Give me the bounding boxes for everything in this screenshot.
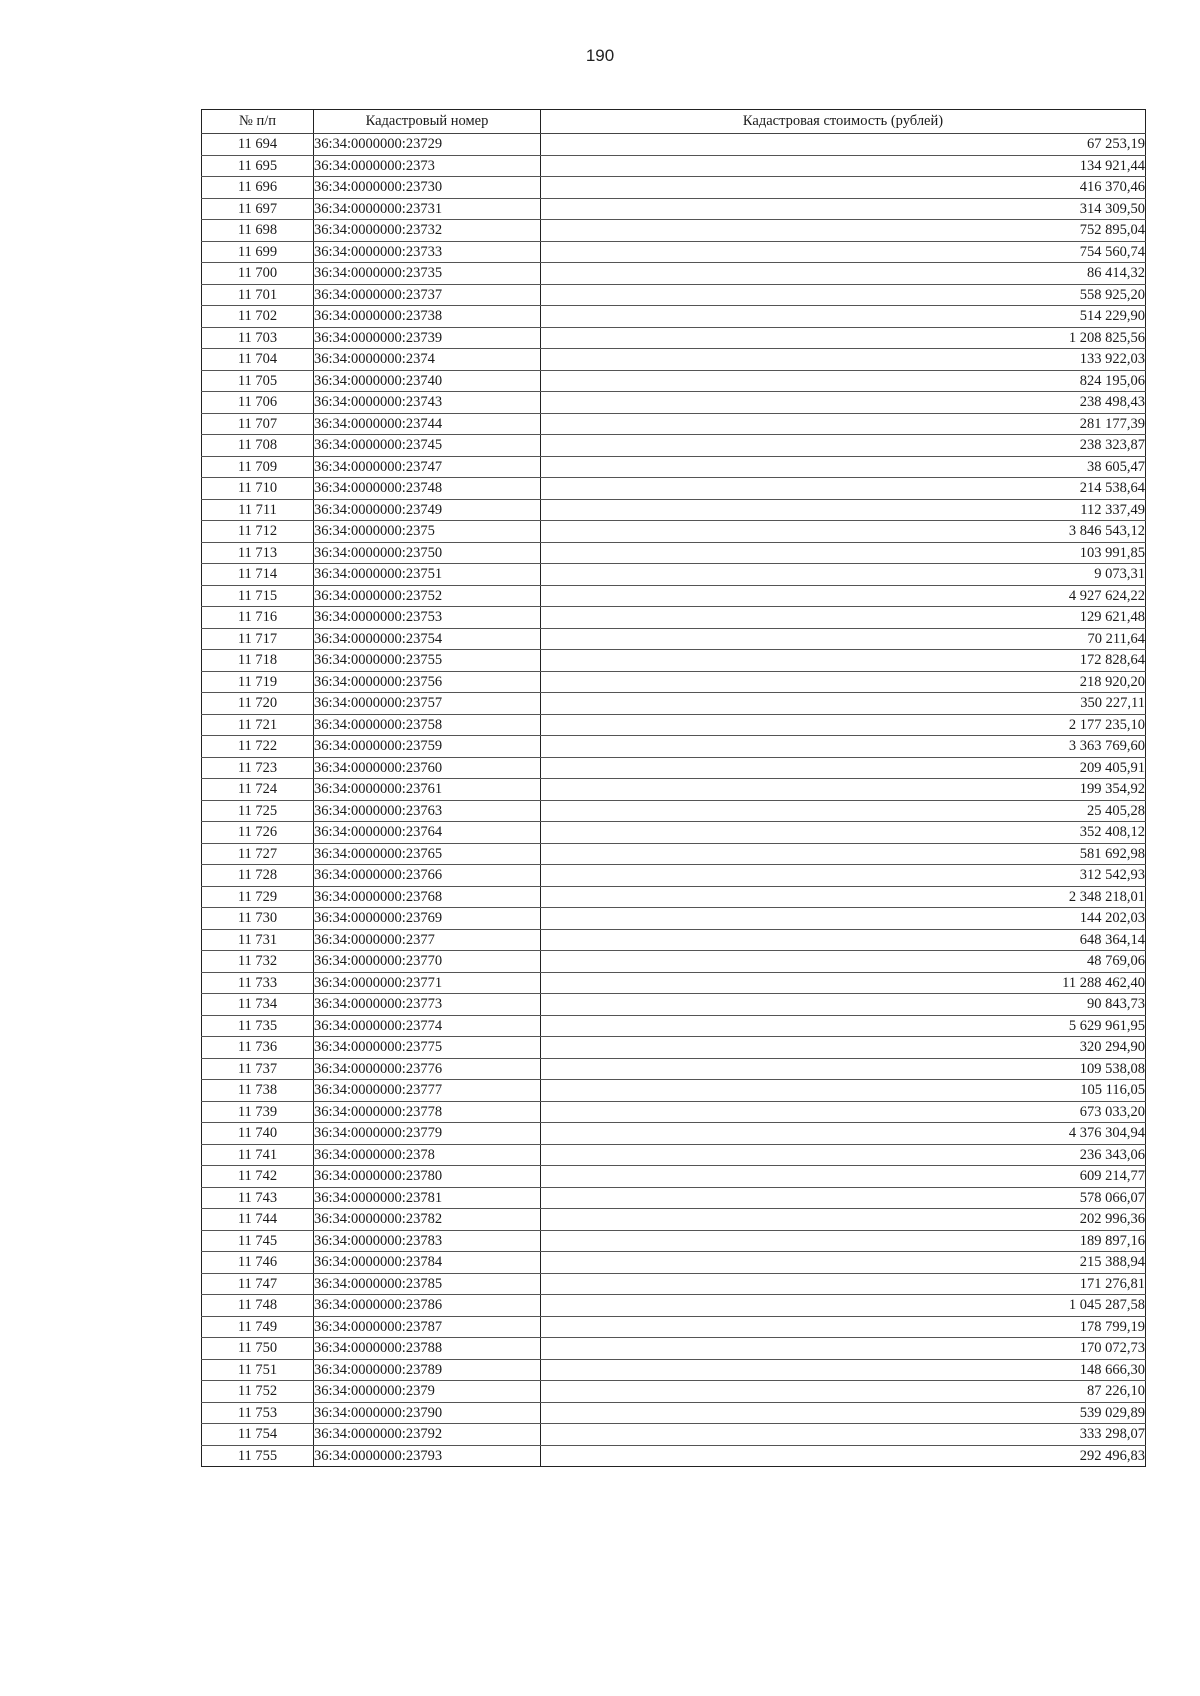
cadastral-value-cell: 5 629 961,95 bbox=[541, 1015, 1146, 1037]
cadastral-value-cell: 609 214,77 bbox=[541, 1166, 1146, 1188]
cadastral-number-cell: 36:34:0000000:23773 bbox=[314, 994, 541, 1016]
table-row bbox=[202, 1123, 1146, 1145]
cadastral-number-cell: 36:34:0000000:23760 bbox=[314, 757, 541, 779]
cadastral-number-cell: 36:34:0000000:23787 bbox=[314, 1316, 541, 1338]
row-number-cell: 11 724 bbox=[202, 779, 314, 801]
row-number-cell: 11 700 bbox=[202, 263, 314, 285]
cadastral-value-cell: 105 116,05 bbox=[541, 1080, 1146, 1102]
cadastral-number-cell: 36:34:0000000:23756 bbox=[314, 671, 541, 693]
cadastral-number-cell: 36:34:0000000:23780 bbox=[314, 1166, 541, 1188]
cadastral-number-cell: 36:34:0000000:23752 bbox=[314, 585, 541, 607]
table-row bbox=[202, 607, 1146, 629]
cadastral-number-cell: 36:34:0000000:23764 bbox=[314, 822, 541, 844]
cadastral-value-cell: 109 538,08 bbox=[541, 1058, 1146, 1080]
row-number-cell: 11 755 bbox=[202, 1445, 314, 1467]
row-number-cell: 11 753 bbox=[202, 1402, 314, 1424]
row-number-cell: 11 742 bbox=[202, 1166, 314, 1188]
table-row bbox=[202, 757, 1146, 779]
cadastral-value-cell: 350 227,11 bbox=[541, 693, 1146, 715]
cadastral-number-cell: 36:34:0000000:23788 bbox=[314, 1338, 541, 1360]
row-number-cell: 11 720 bbox=[202, 693, 314, 715]
table-row bbox=[202, 865, 1146, 887]
cadastral-number-cell: 36:34:0000000:23750 bbox=[314, 542, 541, 564]
row-number-cell: 11 746 bbox=[202, 1252, 314, 1274]
table-row bbox=[202, 1144, 1146, 1166]
row-number-cell: 11 728 bbox=[202, 865, 314, 887]
row-number-cell: 11 741 bbox=[202, 1144, 314, 1166]
column-header-cadastral-number: Кадастровый номер bbox=[314, 110, 541, 134]
row-number-cell: 11 710 bbox=[202, 478, 314, 500]
table-row bbox=[202, 1445, 1146, 1467]
row-number-cell: 11 722 bbox=[202, 736, 314, 758]
cadastral-value-cell: 209 405,91 bbox=[541, 757, 1146, 779]
cadastral-value-cell: 539 029,89 bbox=[541, 1402, 1146, 1424]
row-number-cell: 11 751 bbox=[202, 1359, 314, 1381]
table-row bbox=[202, 349, 1146, 371]
cadastral-value-cell: 1 045 287,58 bbox=[541, 1295, 1146, 1317]
cadastral-number-cell: 36:34:0000000:23774 bbox=[314, 1015, 541, 1037]
cadastral-value-cell: 25 405,28 bbox=[541, 800, 1146, 822]
table-row bbox=[202, 564, 1146, 586]
cadastral-number-cell: 36:34:0000000:23779 bbox=[314, 1123, 541, 1145]
cadastral-number-cell: 36:34:0000000:23771 bbox=[314, 972, 541, 994]
cadastral-number-cell: 36:34:0000000:23731 bbox=[314, 198, 541, 220]
table-row bbox=[202, 1316, 1146, 1338]
table-row bbox=[202, 1230, 1146, 1252]
cadastral-number-cell: 36:34:0000000:23753 bbox=[314, 607, 541, 629]
table-row bbox=[202, 650, 1146, 672]
row-number-cell: 11 713 bbox=[202, 542, 314, 564]
row-number-cell: 11 732 bbox=[202, 951, 314, 973]
row-number-cell: 11 744 bbox=[202, 1209, 314, 1231]
table-row bbox=[202, 779, 1146, 801]
cadastral-value-cell: 70 211,64 bbox=[541, 628, 1146, 650]
table-row bbox=[202, 671, 1146, 693]
table-row bbox=[202, 306, 1146, 328]
cadastral-value-cell: 2 348 218,01 bbox=[541, 886, 1146, 908]
row-number-cell: 11 738 bbox=[202, 1080, 314, 1102]
column-header-cadastral-value: Кадастровая стоимость (рублей) bbox=[541, 110, 1146, 134]
cadastral-value-cell: 292 496,83 bbox=[541, 1445, 1146, 1467]
cadastral-value-cell: 824 195,06 bbox=[541, 370, 1146, 392]
table-row bbox=[202, 1209, 1146, 1231]
cadastral-number-cell: 36:34:0000000:23759 bbox=[314, 736, 541, 758]
cadastral-value-cell: 86 414,32 bbox=[541, 263, 1146, 285]
table-row bbox=[202, 284, 1146, 306]
table-row bbox=[202, 929, 1146, 951]
row-number-cell: 11 739 bbox=[202, 1101, 314, 1123]
row-number-cell: 11 712 bbox=[202, 521, 314, 543]
cadastral-value-cell: 558 925,20 bbox=[541, 284, 1146, 306]
cadastral-number-cell: 36:34:0000000:23765 bbox=[314, 843, 541, 865]
cadastral-value-cell: 133 922,03 bbox=[541, 349, 1146, 371]
cadastral-number-cell: 36:34:0000000:23761 bbox=[314, 779, 541, 801]
cadastral-value-cell: 3 846 543,12 bbox=[541, 521, 1146, 543]
cadastral-number-cell: 36:34:0000000:23793 bbox=[314, 1445, 541, 1467]
table-row bbox=[202, 951, 1146, 973]
cadastral-value-cell: 178 799,19 bbox=[541, 1316, 1146, 1338]
table-row bbox=[202, 1252, 1146, 1274]
cadastral-number-cell: 36:34:0000000:2377 bbox=[314, 929, 541, 951]
cadastral-number-cell: 36:34:0000000:23733 bbox=[314, 241, 541, 263]
cadastral-value-cell: 236 343,06 bbox=[541, 1144, 1146, 1166]
cadastral-number-cell: 36:34:0000000:23758 bbox=[314, 714, 541, 736]
cadastral-number-cell: 36:34:0000000:23769 bbox=[314, 908, 541, 930]
table-header-row bbox=[202, 110, 1146, 134]
row-number-cell: 11 723 bbox=[202, 757, 314, 779]
table-row bbox=[202, 478, 1146, 500]
table-row bbox=[202, 1295, 1146, 1317]
cadastral-number-cell: 36:34:0000000:23775 bbox=[314, 1037, 541, 1059]
row-number-cell: 11 752 bbox=[202, 1381, 314, 1403]
cadastral-value-cell: 172 828,64 bbox=[541, 650, 1146, 672]
cadastral-number-cell: 36:34:0000000:23755 bbox=[314, 650, 541, 672]
table-row bbox=[202, 843, 1146, 865]
row-number-cell: 11 706 bbox=[202, 392, 314, 414]
cadastral-value-cell: 314 309,50 bbox=[541, 198, 1146, 220]
cadastral-value-cell: 238 498,43 bbox=[541, 392, 1146, 414]
cadastral-value-cell: 673 033,20 bbox=[541, 1101, 1146, 1123]
cadastral-number-cell: 36:34:0000000:23768 bbox=[314, 886, 541, 908]
cadastral-value-cell: 4 927 624,22 bbox=[541, 585, 1146, 607]
table-row bbox=[202, 972, 1146, 994]
cadastral-value-cell: 144 202,03 bbox=[541, 908, 1146, 930]
table-row bbox=[202, 456, 1146, 478]
row-number-cell: 11 721 bbox=[202, 714, 314, 736]
cadastral-number-cell: 36:34:0000000:23743 bbox=[314, 392, 541, 414]
cadastral-value-cell: 199 354,92 bbox=[541, 779, 1146, 801]
cadastral-number-cell: 36:34:0000000:23783 bbox=[314, 1230, 541, 1252]
cadastral-value-cell: 218 920,20 bbox=[541, 671, 1146, 693]
row-number-cell: 11 745 bbox=[202, 1230, 314, 1252]
table-row bbox=[202, 1037, 1146, 1059]
table-header bbox=[202, 110, 1146, 134]
cadastral-number-cell: 36:34:0000000:2378 bbox=[314, 1144, 541, 1166]
cadastral-value-cell: 352 408,12 bbox=[541, 822, 1146, 844]
cadastral-number-cell: 36:34:0000000:23747 bbox=[314, 456, 541, 478]
page-number: 190 bbox=[585, 46, 615, 65]
row-number-cell: 11 717 bbox=[202, 628, 314, 650]
table-row bbox=[202, 177, 1146, 199]
cadastral-number-cell: 36:34:0000000:23740 bbox=[314, 370, 541, 392]
cadastral-number-cell: 36:34:0000000:23789 bbox=[314, 1359, 541, 1381]
row-number-cell: 11 702 bbox=[202, 306, 314, 328]
table-row bbox=[202, 1101, 1146, 1123]
cadastral-value-cell: 578 066,07 bbox=[541, 1187, 1146, 1209]
cadastral-value-cell: 312 542,93 bbox=[541, 865, 1146, 887]
cadastral-value-cell: 4 376 304,94 bbox=[541, 1123, 1146, 1145]
row-number-cell: 11 748 bbox=[202, 1295, 314, 1317]
table-row bbox=[202, 693, 1146, 715]
table-row bbox=[202, 1080, 1146, 1102]
cadastral-value-cell: 215 388,94 bbox=[541, 1252, 1146, 1274]
cadastral-number-cell: 36:34:0000000:23754 bbox=[314, 628, 541, 650]
row-number-cell: 11 754 bbox=[202, 1424, 314, 1446]
cadastral-value-cell: 134 921,44 bbox=[541, 155, 1146, 177]
row-number-cell: 11 729 bbox=[202, 886, 314, 908]
table-row bbox=[202, 1424, 1146, 1446]
cadastral-number-cell: 36:34:0000000:23776 bbox=[314, 1058, 541, 1080]
table-row bbox=[202, 155, 1146, 177]
cadastral-value-cell: 3 363 769,60 bbox=[541, 736, 1146, 758]
table-row bbox=[202, 1381, 1146, 1403]
cadastral-value-cell: 87 226,10 bbox=[541, 1381, 1146, 1403]
cadastral-number-cell: 36:34:0000000:23737 bbox=[314, 284, 541, 306]
cadastral-number-cell: 36:34:0000000:23766 bbox=[314, 865, 541, 887]
cadastral-value-cell: 189 897,16 bbox=[541, 1230, 1146, 1252]
cadastral-number-cell: 36:34:0000000:23735 bbox=[314, 263, 541, 285]
row-number-cell: 11 715 bbox=[202, 585, 314, 607]
cadastral-value-cell: 48 769,06 bbox=[541, 951, 1146, 973]
table-row bbox=[202, 435, 1146, 457]
cadastral-number-cell: 36:34:0000000:23782 bbox=[314, 1209, 541, 1231]
row-number-cell: 11 705 bbox=[202, 370, 314, 392]
table-row bbox=[202, 886, 1146, 908]
row-number-cell: 11 716 bbox=[202, 607, 314, 629]
cadastral-number-cell: 36:34:0000000:23777 bbox=[314, 1080, 541, 1102]
cadastral-number-cell: 36:34:0000000:23738 bbox=[314, 306, 541, 328]
row-number-cell: 11 707 bbox=[202, 413, 314, 435]
cadastral-value-cell: 202 996,36 bbox=[541, 1209, 1146, 1231]
table-row bbox=[202, 370, 1146, 392]
cadastral-number-cell: 36:34:0000000:23744 bbox=[314, 413, 541, 435]
row-number-cell: 11 694 bbox=[202, 134, 314, 156]
row-number-cell: 11 703 bbox=[202, 327, 314, 349]
cadastral-value-cell: 9 073,31 bbox=[541, 564, 1146, 586]
table-row bbox=[202, 499, 1146, 521]
cadastral-value-cell: 171 276,81 bbox=[541, 1273, 1146, 1295]
cadastral-number-cell: 36:34:0000000:23729 bbox=[314, 134, 541, 156]
cadastral-number-cell: 36:34:0000000:2375 bbox=[314, 521, 541, 543]
cadastral-number-cell: 36:34:0000000:23781 bbox=[314, 1187, 541, 1209]
table-row bbox=[202, 1015, 1146, 1037]
table-body bbox=[202, 134, 1146, 1467]
table-row bbox=[202, 714, 1146, 736]
table-row bbox=[202, 994, 1146, 1016]
row-number-cell: 11 731 bbox=[202, 929, 314, 951]
cadastral-value-cell: 11 288 462,40 bbox=[541, 972, 1146, 994]
table-row bbox=[202, 263, 1146, 285]
cadastral-number-cell: 36:34:0000000:23751 bbox=[314, 564, 541, 586]
cadastral-value-cell: 752 895,04 bbox=[541, 220, 1146, 242]
cadastral-number-cell: 36:34:0000000:23784 bbox=[314, 1252, 541, 1274]
table-row bbox=[202, 736, 1146, 758]
row-number-cell: 11 726 bbox=[202, 822, 314, 844]
table-row bbox=[202, 413, 1146, 435]
row-number-cell: 11 708 bbox=[202, 435, 314, 457]
row-number-cell: 11 736 bbox=[202, 1037, 314, 1059]
row-number-cell: 11 749 bbox=[202, 1316, 314, 1338]
row-number-cell: 11 709 bbox=[202, 456, 314, 478]
table-row bbox=[202, 1273, 1146, 1295]
row-number-cell: 11 747 bbox=[202, 1273, 314, 1295]
cadastral-number-cell: 36:34:0000000:2379 bbox=[314, 1381, 541, 1403]
cadastral-value-cell: 320 294,90 bbox=[541, 1037, 1146, 1059]
cadastral-value-cell: 103 991,85 bbox=[541, 542, 1146, 564]
row-number-cell: 11 743 bbox=[202, 1187, 314, 1209]
cadastral-value-cell: 170 072,73 bbox=[541, 1338, 1146, 1360]
table-row bbox=[202, 628, 1146, 650]
cadastral-value-cell: 112 337,49 bbox=[541, 499, 1146, 521]
cadastral-number-cell: 36:34:0000000:23739 bbox=[314, 327, 541, 349]
cadastral-number-cell: 36:34:0000000:23745 bbox=[314, 435, 541, 457]
cadastral-value-cell: 67 253,19 bbox=[541, 134, 1146, 156]
cadastral-number-cell: 36:34:0000000:23749 bbox=[314, 499, 541, 521]
row-number-cell: 11 704 bbox=[202, 349, 314, 371]
row-number-cell: 11 727 bbox=[202, 843, 314, 865]
cadastral-value-cell: 214 538,64 bbox=[541, 478, 1146, 500]
table-row bbox=[202, 392, 1146, 414]
row-number-cell: 11 718 bbox=[202, 650, 314, 672]
table-row bbox=[202, 1187, 1146, 1209]
cadastral-value-cell: 1 208 825,56 bbox=[541, 327, 1146, 349]
row-number-cell: 11 750 bbox=[202, 1338, 314, 1360]
cadastral-value-cell: 129 621,48 bbox=[541, 607, 1146, 629]
row-number-cell: 11 719 bbox=[202, 671, 314, 693]
cadastral-value-cell: 90 843,73 bbox=[541, 994, 1146, 1016]
cadastral-value-cell: 148 666,30 bbox=[541, 1359, 1146, 1381]
row-number-cell: 11 725 bbox=[202, 800, 314, 822]
row-number-cell: 11 699 bbox=[202, 241, 314, 263]
row-number-cell: 11 714 bbox=[202, 564, 314, 586]
table-row bbox=[202, 542, 1146, 564]
table-row bbox=[202, 1058, 1146, 1080]
table-row bbox=[202, 1338, 1146, 1360]
table-row bbox=[202, 800, 1146, 822]
cadastral-value-cell: 281 177,39 bbox=[541, 413, 1146, 435]
cadastral-number-cell: 36:34:0000000:23732 bbox=[314, 220, 541, 242]
cadastral-value-cell: 581 692,98 bbox=[541, 843, 1146, 865]
cadastral-number-cell: 36:34:0000000:23770 bbox=[314, 951, 541, 973]
cadastral-number-cell: 36:34:0000000:23792 bbox=[314, 1424, 541, 1446]
row-number-cell: 11 737 bbox=[202, 1058, 314, 1080]
cadastral-number-cell: 36:34:0000000:23748 bbox=[314, 478, 541, 500]
cadastral-number-cell: 36:34:0000000:23778 bbox=[314, 1101, 541, 1123]
cadastral-number-cell: 36:34:0000000:2374 bbox=[314, 349, 541, 371]
table-row bbox=[202, 220, 1146, 242]
table-row bbox=[202, 1359, 1146, 1381]
cadastral-number-cell: 36:34:0000000:23785 bbox=[314, 1273, 541, 1295]
table-row bbox=[202, 585, 1146, 607]
cadastral-number-cell: 36:34:0000000:2373 bbox=[314, 155, 541, 177]
table-row bbox=[202, 198, 1146, 220]
cadastral-value-cell: 38 605,47 bbox=[541, 456, 1146, 478]
row-number-cell: 11 735 bbox=[202, 1015, 314, 1037]
cadastral-number-cell: 36:34:0000000:23763 bbox=[314, 800, 541, 822]
table-row bbox=[202, 822, 1146, 844]
cadastral-value-cell: 2 177 235,10 bbox=[541, 714, 1146, 736]
table-row bbox=[202, 327, 1146, 349]
table-row bbox=[202, 521, 1146, 543]
cadastral-value-cell: 238 323,87 bbox=[541, 435, 1146, 457]
column-header-row-number: № п/п bbox=[202, 110, 314, 134]
table-row bbox=[202, 908, 1146, 930]
row-number-cell: 11 697 bbox=[202, 198, 314, 220]
row-number-cell: 11 733 bbox=[202, 972, 314, 994]
row-number-cell: 11 696 bbox=[202, 177, 314, 199]
row-number-cell: 11 701 bbox=[202, 284, 314, 306]
table-row bbox=[202, 134, 1146, 156]
row-number-cell: 11 711 bbox=[202, 499, 314, 521]
row-number-cell: 11 734 bbox=[202, 994, 314, 1016]
table-row bbox=[202, 1166, 1146, 1188]
row-number-cell: 11 695 bbox=[202, 155, 314, 177]
table-row bbox=[202, 1402, 1146, 1424]
table-row bbox=[202, 241, 1146, 263]
cadastral-value-cell: 514 229,90 bbox=[541, 306, 1146, 328]
cadastral-number-cell: 36:34:0000000:23730 bbox=[314, 177, 541, 199]
cadastral-number-cell: 36:34:0000000:23786 bbox=[314, 1295, 541, 1317]
cadastral-value-cell: 333 298,07 bbox=[541, 1424, 1146, 1446]
row-number-cell: 11 740 bbox=[202, 1123, 314, 1145]
cadastral-value-cell: 416 370,46 bbox=[541, 177, 1146, 199]
row-number-cell: 11 698 bbox=[202, 220, 314, 242]
cadastral-number-cell: 36:34:0000000:23757 bbox=[314, 693, 541, 715]
cadastral-value-table bbox=[201, 109, 1146, 1467]
cadastral-value-cell: 754 560,74 bbox=[541, 241, 1146, 263]
row-number-cell: 11 730 bbox=[202, 908, 314, 930]
cadastral-number-cell: 36:34:0000000:23790 bbox=[314, 1402, 541, 1424]
cadastral-value-cell: 648 364,14 bbox=[541, 929, 1146, 951]
